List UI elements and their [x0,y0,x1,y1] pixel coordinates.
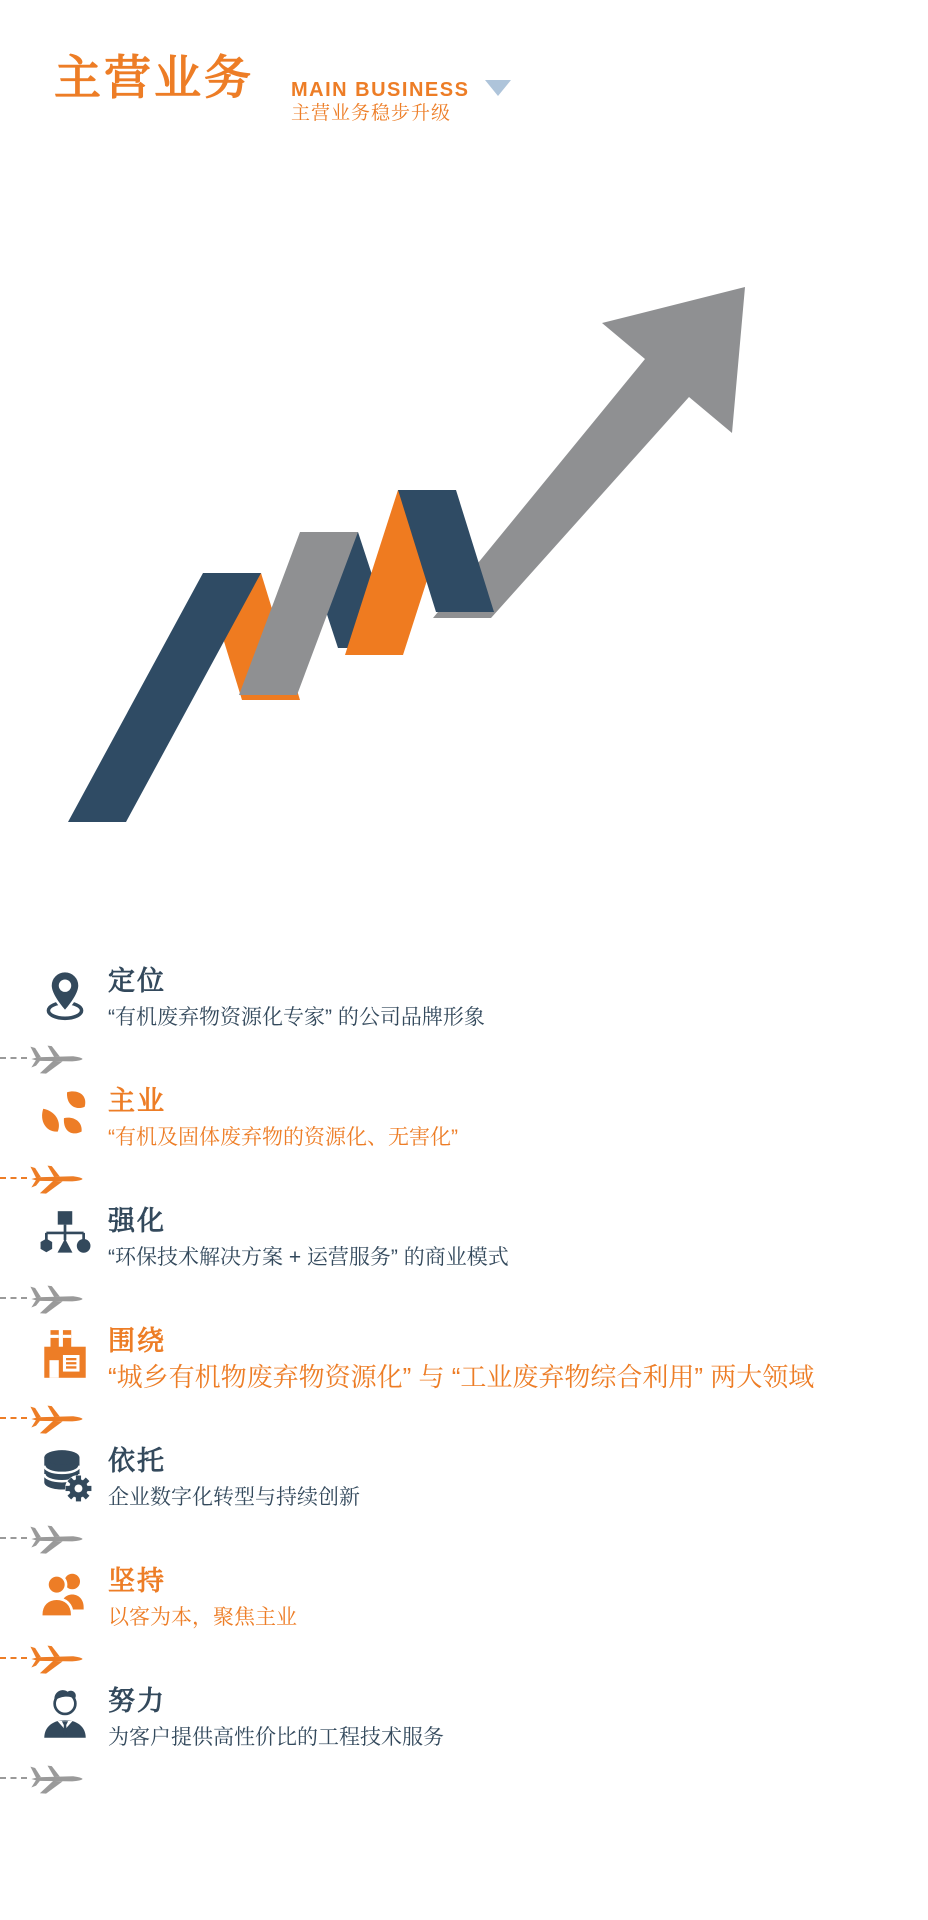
page-subtitle [291,80,511,125]
dashed-trail [0,1537,27,1539]
item-text [108,1566,297,1630]
subtitle-en-text: MAIN BUSINESS [291,79,470,101]
item-desc: “有机及固体废弃物的资源化、无害化” [108,1126,458,1150]
dashed-trail [0,1177,27,1179]
item-title: 强化 [108,1206,166,1236]
item-desc: “环保技术解决方案 + 运营服务” 的商业模式 [108,1246,509,1270]
subtitle-cn: 主营业务稳步升级 [291,103,452,124]
item-text [108,1686,444,1750]
business-item-core [36,1086,458,1150]
person-icon [36,1686,94,1744]
item-text [108,1086,458,1150]
airplane-icon [0,1158,86,1198]
airplane-icon [0,1638,86,1678]
business-item-strengthen [36,1206,509,1270]
database-gear-icon [36,1446,94,1504]
airplane-icon [0,1398,86,1438]
item-desc: “城乡有机物废弃物资源化” 与 “工业废弃物综合利用” 两大领域 [108,1362,815,1393]
business-item-rely [36,1446,360,1510]
airplane-icon [0,1758,86,1798]
growth-zigzag-arrow-graphic [68,280,758,825]
item-text [108,1206,509,1270]
item-desc: 企业数字化转型与持续创新 [108,1486,360,1510]
item-title: 主业 [108,1086,166,1116]
factory-icon [36,1326,94,1384]
dashed-trail [0,1777,27,1779]
business-item-persist [36,1566,297,1630]
item-text [108,1446,360,1510]
item-title: 坚持 [108,1566,166,1596]
item-title: 依托 [108,1446,166,1476]
item-desc: “有机废弃物资源化专家” 的公司品牌形象 [108,1006,485,1030]
business-item-positioning [36,966,485,1030]
item-text [108,1326,814,1393]
item-title: 定位 [108,966,166,996]
leaves-icon [36,1086,94,1144]
page-title: 主营业务 [54,51,254,104]
business-item-strive [36,1686,444,1750]
item-title: 围绕 [108,1326,166,1356]
org-chart-icon [36,1206,94,1264]
airplane-icon [0,1038,86,1078]
item-desc: 以客为本，聚焦主业 [108,1606,297,1630]
triangle-down-icon [485,80,511,96]
location-pin-icon [36,966,94,1024]
business-item-focus-areas [36,1326,814,1393]
airplane-icon [0,1278,86,1318]
dashed-trail [0,1417,27,1419]
item-text [108,966,485,1030]
item-desc: 为客户提供高性价比的工程技术服务 [108,1726,444,1750]
subtitle-en [291,80,511,100]
people-icon [36,1566,94,1624]
dashed-trail [0,1297,27,1299]
dashed-trail [0,1057,27,1059]
dashed-trail [0,1657,27,1659]
item-title: 努力 [108,1686,166,1716]
airplane-icon [0,1518,86,1558]
